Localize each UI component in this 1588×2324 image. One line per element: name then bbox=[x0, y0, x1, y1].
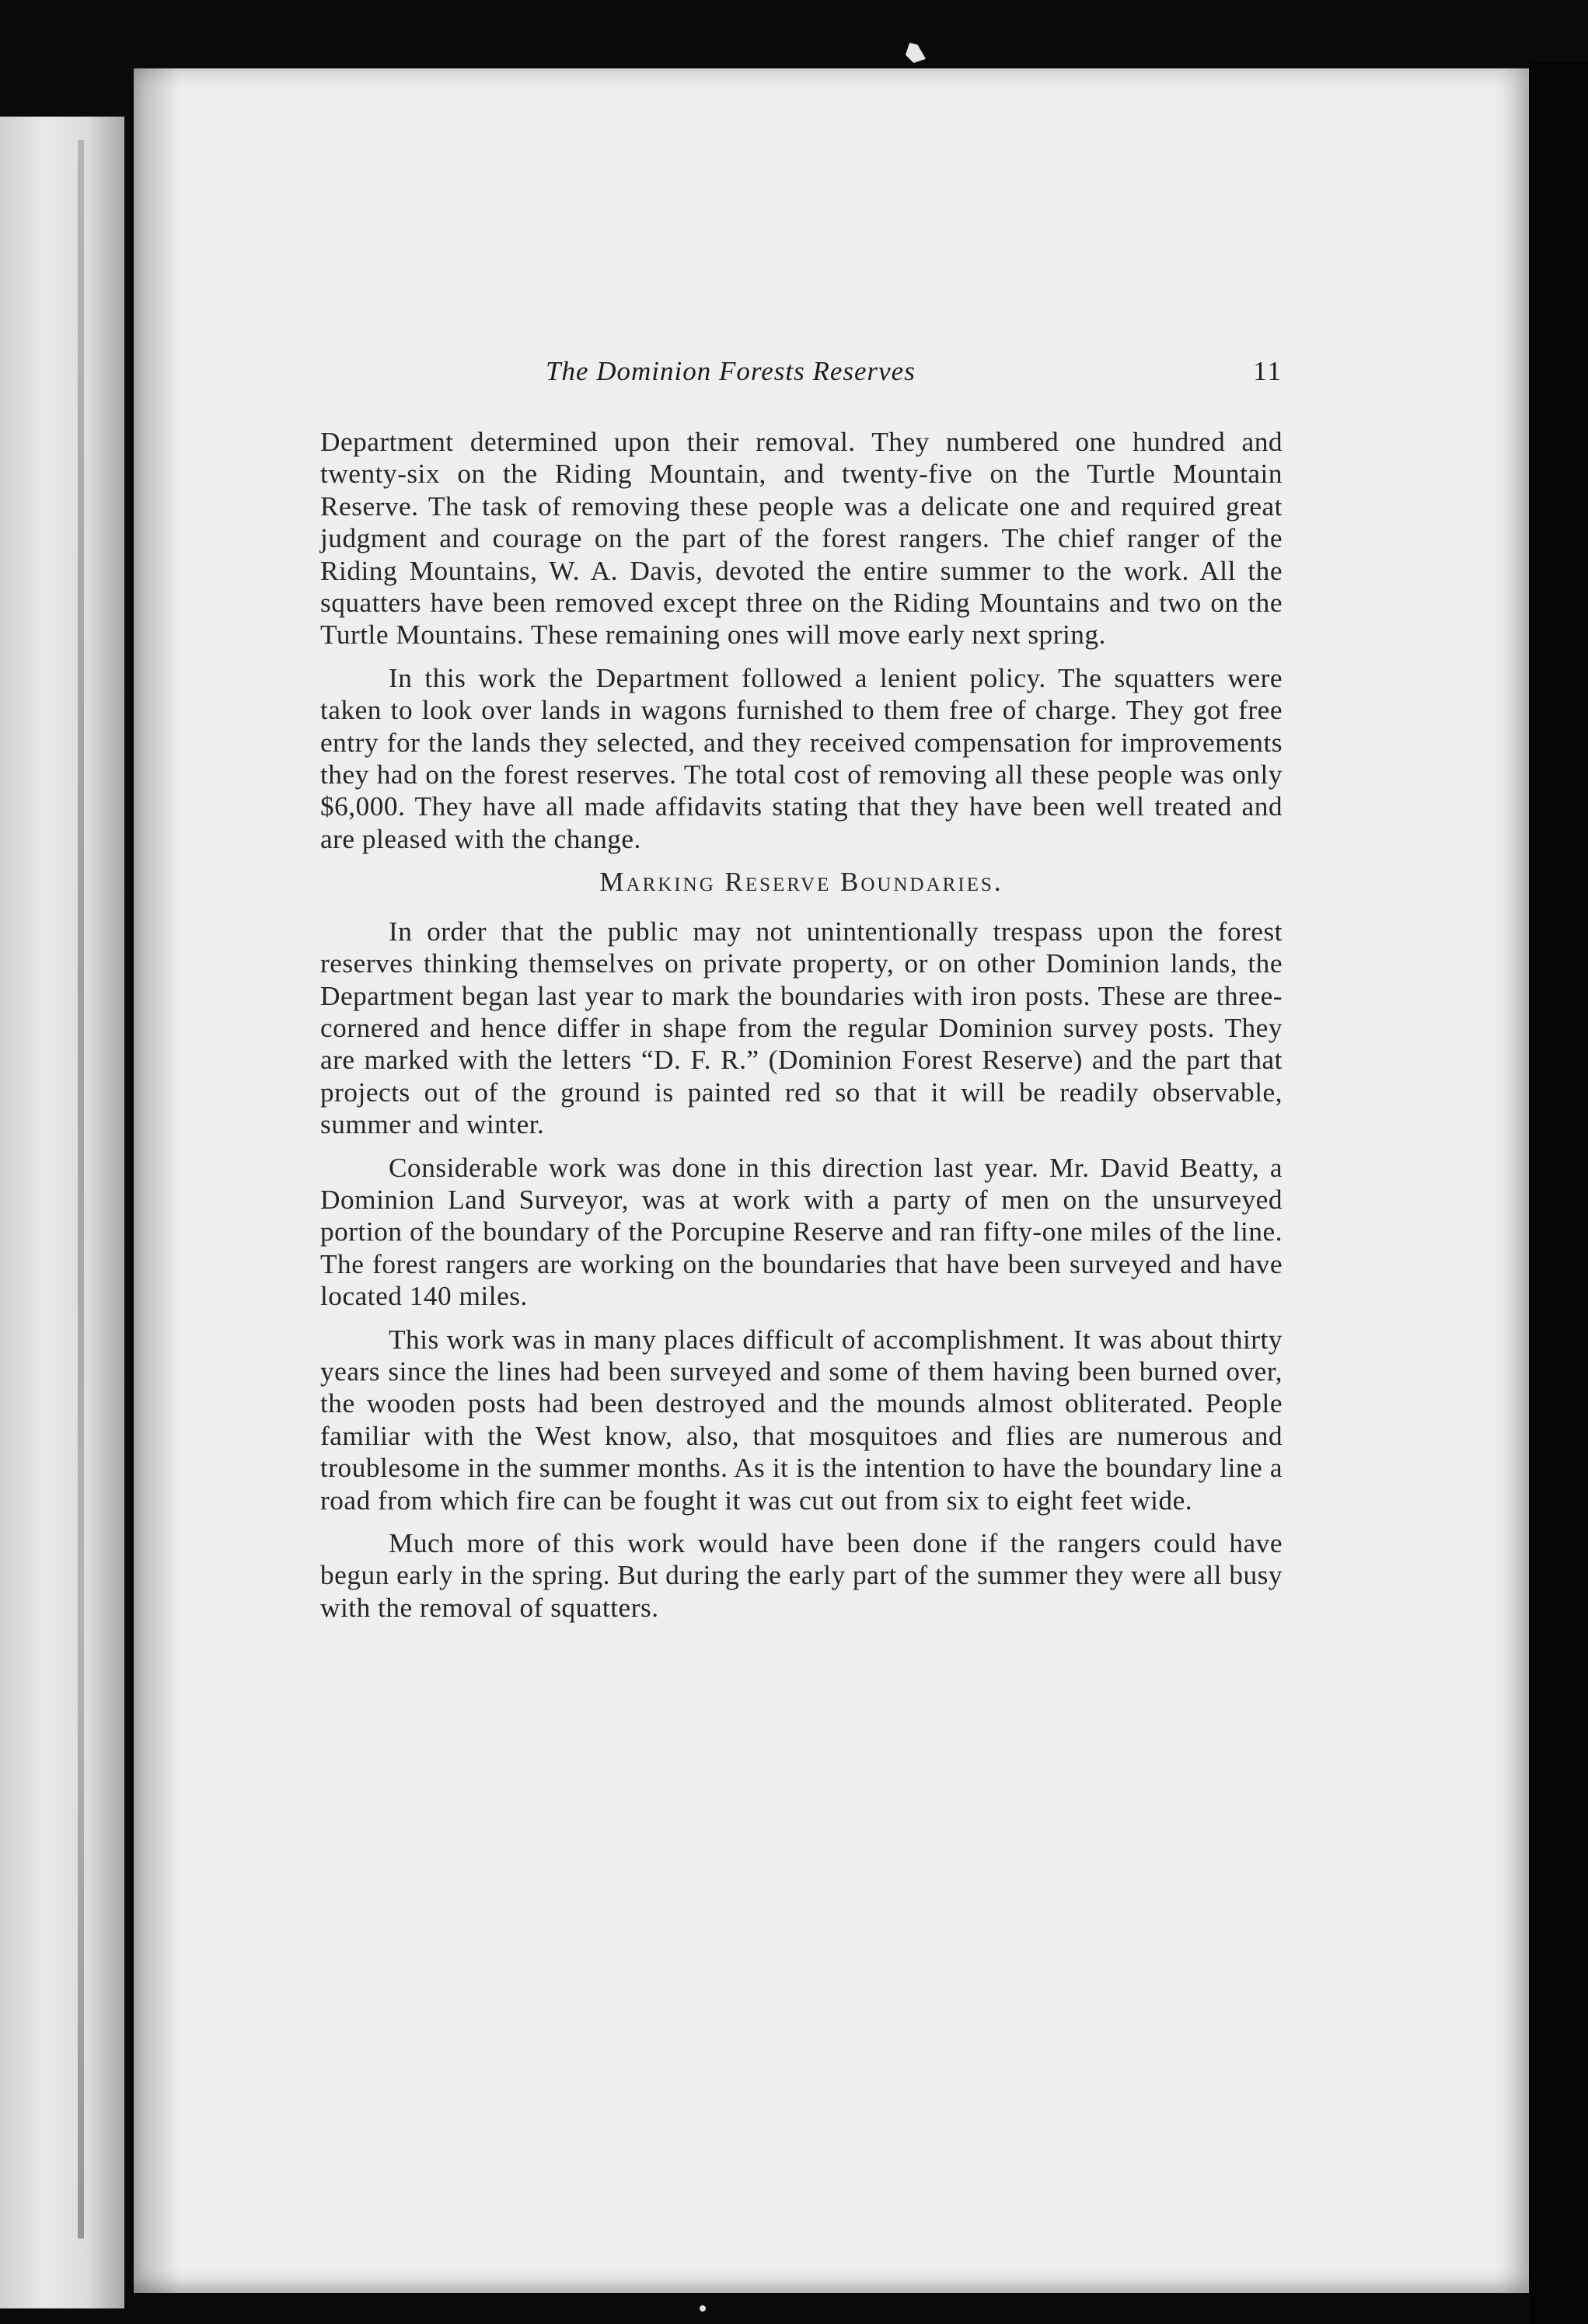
binding-mark bbox=[906, 43, 926, 63]
page-number: 11 bbox=[1253, 356, 1283, 386]
section-heading: Marking Reserve Boundaries. bbox=[599, 867, 1003, 898]
page-body bbox=[320, 426, 1283, 1635]
paragraph: In this work the Department followed a lenient policy. The squatters were taken to look over lands in wagons furnished to them free of charge. They got free entry for the lands they selected, and they received compensation for improvements they had on the forest reserves. The total cost of removing all these people was only $6,000. They have all made affidavits stating that they have been well treated and are pleased with the change. bbox=[320, 662, 1283, 854]
running-title: The Dominion Forests Reserves bbox=[546, 356, 916, 386]
paragraph: Considerable work was done in this direction last year. Mr. David Beatty, a Dominion Land Surveyor, was at work with a party of men on the unsurveyed portion of the boundary of the Porcupine Reserve and ran fifty-one miles of the line. The forest rangers are working on the boundaries that have been surveyed and have located 140 miles. bbox=[320, 1152, 1283, 1312]
paragraph: This work was in many places difficult of accomplishment. It was about thirty years since the lines had been surveyed and some of them having been burned over, the wooden posts had been destroyed and the mounds almost obliterated. People familiar with the West know, also, that mosquitoes and flies are numerous and troublesome in the summer months. As it is the intention to have the boundary line a road from which fire can be fought it was cut out from six to eight feet wide. bbox=[320, 1324, 1283, 1516]
left-page-edge bbox=[0, 117, 124, 2308]
page-header bbox=[320, 356, 1283, 395]
paragraph: In order that the public may not unintentionally trespass upon the forest reserves thinking themselves on private property, or on other Dominion lands, the Department began last year to mark the boundaries with iron posts. These are three-cornered and hence differ in shape from the regular Dominion survey posts. They are marked with the letters “D. F. R.” (Dominion Forest Reserve) and the part that projects out of the ground is painted red so that it will be readily observable, summer and winter. bbox=[320, 916, 1283, 1140]
page-bottom-mark bbox=[700, 2305, 706, 2312]
paragraph: Department determined upon their removal. They numbered one hundred and twenty-six on the Riding Mountain, and twenty-five on the Turtle Mountain Reserve. The task of removing these people was a delicate one and required great judgment and courage on the part of the forest rangers. The chief ranger of the Riding Mountains, W. A. Davis, devoted the entire summer to the work. All the squatters have been removed except three on the Riding Mountains and two on the Turtle Mountains. These remaining ones will move early next spring. bbox=[320, 427, 1283, 651]
paragraph: Much more of this work would have been done if the rangers could have begun early in the spring. But during the early part of the summer they were all busy with the removal of squatters. bbox=[320, 1528, 1283, 1623]
scan-background-right bbox=[1529, 62, 1588, 2324]
